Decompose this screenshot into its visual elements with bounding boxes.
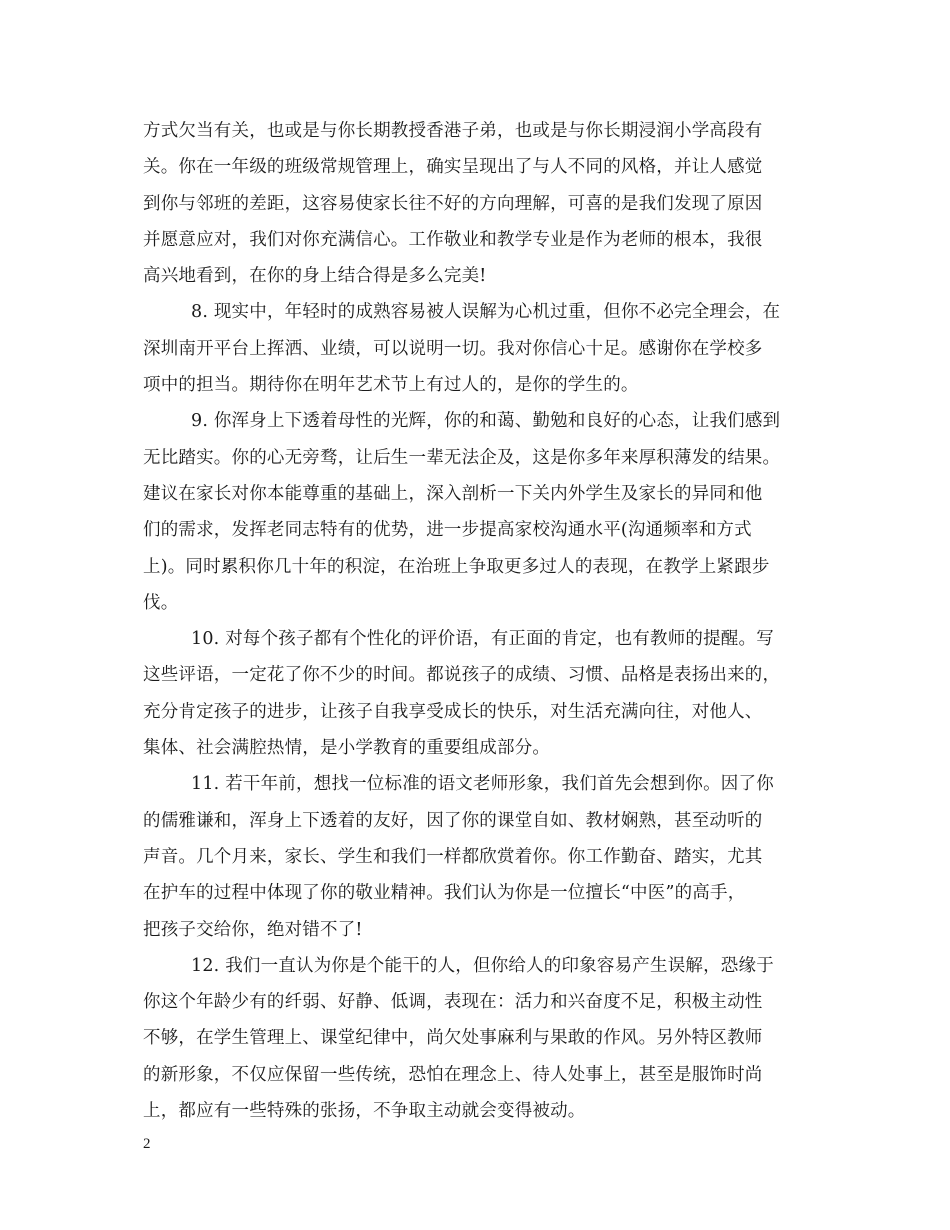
paragraph-first-line: 12. 我们一直认为你是个能干的人，但你给人的印象容易产生误解，恐缘于 [191, 955, 774, 976]
text-line: 无比踏实。你的心无旁骛，让后生一辈无法企及，这是你多年来厚积薄发的结果。 [143, 447, 781, 468]
text-line: 方式欠当有关，也或是与你长期教授香港子弟，也或是与你长期浸润小学高段有 [143, 121, 763, 141]
paragraph-first-line: 8. 现实中，年轻时的成熟容易被人误解为心机过重，但你不必完全理会，在 [191, 302, 781, 323]
paragraph-first-line: 11. 若干年前，想找一位标准的语文老师形象，我们首先会想到你。因了你 [191, 774, 774, 795]
text-line: 并愿意应对，我们对你充满信心。工作敬业和教学专业是作为老师的根本，我很 [143, 229, 763, 250]
text-line: 这些评语，一定花了你不少的时间。都说孩子的成绩、习惯、品格是表扬出来的， [143, 665, 781, 686]
text-line: 项中的担当。期待你在明年艺术节上有过人的，是你的学生的。 [143, 375, 639, 396]
text-line: 在护车的过程中体现了你的敬业精神。我们认为你是一位擅长“中医”的高手， [143, 883, 746, 904]
text-line: 关。你在一年级的班级常规管理上，确实呈现出了与人不同的风格，并让人感觉 [143, 157, 763, 178]
text-line: 上，都应有一些特殊的张扬，不争取主动就会变得被动。 [143, 1101, 586, 1122]
text-line: 把孩子交给你，绝对错不了! [143, 919, 363, 940]
text-line: 的儒雅谦和，浑身上下透着的友好，因了你的课堂自如、教材娴熟，甚至动听的 [143, 810, 763, 831]
text-line: 伐。 [143, 592, 179, 613]
text-line: 深圳南开平台上挥洒、业绩，可以说明一切。我对你信心十足。感谢你在学校多 [143, 338, 763, 359]
text-line: 充分肯定孩子的进步，让孩子自我享受成长的快乐，对生活充满向往，对他人、 [143, 701, 763, 722]
text-line: 到你与邻班的差距，这容易使家长往不好的方向理解，可喜的是我们发现了原因 [143, 193, 763, 214]
paragraph-first-line: 9. 你浑身上下透着母性的光辉，你的和蔼、勤勉和良好的心态，让我们感到 [191, 411, 781, 432]
text-line: 们的需求，发挥老同志特有的优势，进一步提高家校沟通水平(沟通频率和方式 [143, 520, 752, 541]
text-line: 建议在家长对你本能尊重的基础上，深入剖析一下关内外学生及家长的异同和他 [143, 483, 763, 504]
text-line: 声音。几个月来，家长、学生和我们一样都欣赏着你。你工作勤奋、踏实，尤其 [143, 846, 763, 867]
text-line: 不够，在学生管理上、课堂纪律中，尚欠处事麻利与果敢的作风。另外特区教师 [143, 1028, 763, 1049]
text-line: 集体、社会满腔热情，是小学教育的重要组成部分。 [143, 738, 551, 759]
text-line: 上)。同时累积你几十年的积淀，在治班上争取更多过人的表现，在教学上紧跟步 [143, 556, 770, 577]
paragraph-first-line: 10. 对每个孩子都有个性化的评价语，有正面的肯定，也有教师的提醒。写 [191, 629, 774, 650]
text-line: 高兴地看到，在你的身上结合得是多么完美! [143, 266, 487, 287]
text-line: 你这个年龄少有的纤弱、好静、低调，表现在：活力和兴奋度不足，积极主动性 [143, 992, 763, 1013]
page-number: 2 [143, 1136, 151, 1152]
text-line: 的新形象，不仅应保留一些传统，恐怕在理念上、待人处事上，甚至是服饰时尚 [143, 1064, 763, 1085]
document-body [143, 113, 823, 1129]
